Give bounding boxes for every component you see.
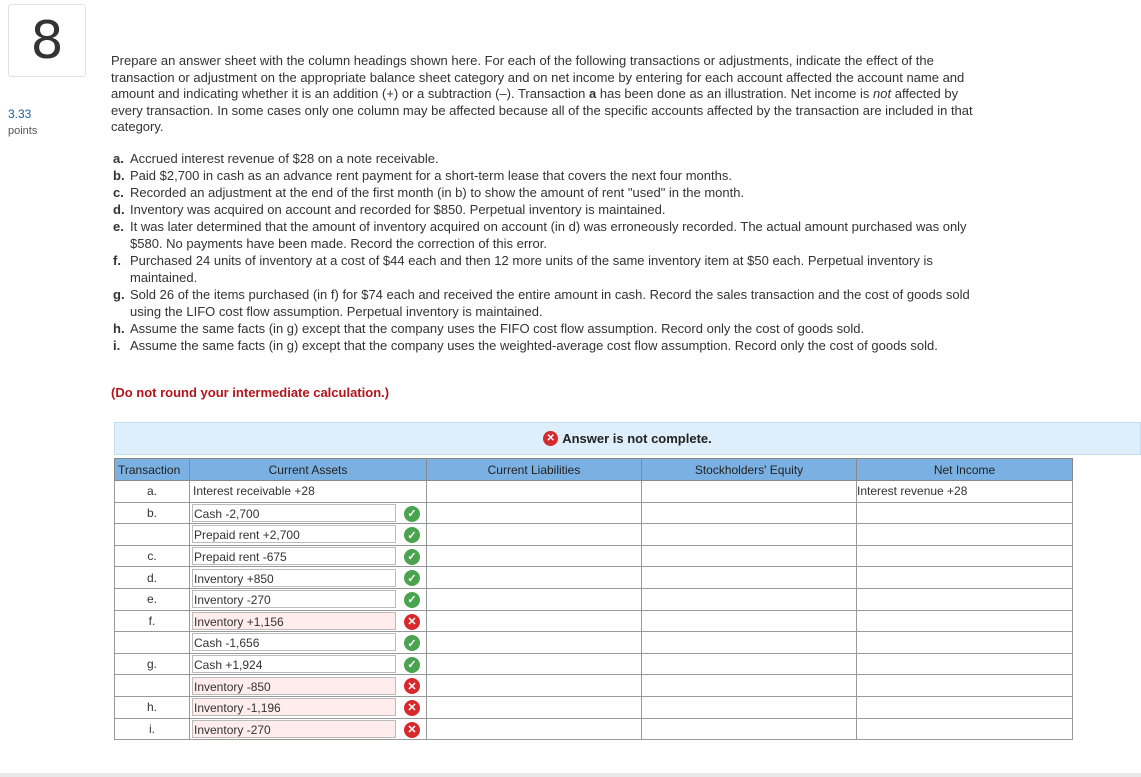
current-assets-cell (190, 545, 427, 567)
table-body (115, 481, 1073, 740)
check-icon: ✓ (404, 527, 420, 543)
table-header-row (115, 459, 1073, 481)
current-assets-input[interactable]: Inventory -1,196 (192, 698, 396, 716)
current-liabilities-cell[interactable] (427, 481, 642, 503)
current-liabilities-cell[interactable] (427, 696, 642, 718)
table-row (115, 588, 1073, 610)
current-assets-cell (190, 610, 427, 632)
instruction-note: (Do not round your intermediate calculation.) (111, 385, 390, 400)
current-liabilities-cell[interactable] (427, 610, 642, 632)
current-liabilities-cell[interactable] (427, 718, 642, 740)
item-text: Accrued interest revenue of $28 on a note receivable. (130, 151, 439, 166)
answer-table (114, 458, 1073, 740)
current-assets-input[interactable]: Prepaid rent -675 (192, 547, 396, 565)
prompt-emphasis: not (873, 86, 892, 101)
x-icon: ✕ (404, 722, 420, 738)
item-letter: h. (113, 321, 125, 336)
item-letter: e. (113, 219, 124, 234)
table-row (115, 632, 1073, 654)
current-assets-input[interactable]: Inventory -850 (192, 677, 396, 695)
stockholders-equity-cell[interactable] (642, 696, 857, 718)
transaction-item (113, 150, 998, 167)
net-income-cell[interactable] (857, 545, 1073, 567)
current-liabilities-cell[interactable] (427, 632, 642, 654)
table-row (115, 524, 1073, 546)
stockholders-equity-cell[interactable] (642, 718, 857, 740)
current-assets-cell (190, 502, 427, 524)
item-text: It was later determined that the amount of inventory acquired on account (in d) was erroneously recorded. The actual amount purchased was only $580. No payments have been made. Record the correction of this error. (130, 219, 967, 251)
net-income-cell[interactable] (857, 567, 1073, 589)
prompt-text-3: affected by every transaction. In some cases only one column may be affected because all of the specific accounts affected by the transaction are included in that category. (111, 86, 973, 134)
table-row (115, 696, 1073, 718)
transaction-item (113, 184, 998, 201)
item-letter: d. (113, 202, 125, 217)
header-net-income: Net Income (857, 459, 1073, 481)
current-assets-cell (190, 653, 427, 675)
transaction-cell: e. (115, 588, 190, 610)
transaction-item (113, 320, 998, 337)
table-row (115, 675, 1073, 697)
header-current-liabilities: Current Liabilities (427, 459, 642, 481)
item-text: Sold 26 of the items purchased (in f) for $74 each and received the entire amount in cash. Record the sales transaction and the cost of goods sold using the LIFO cost flow assumption. Perpetual inventory is maintained. (130, 287, 970, 319)
current-assets-value: Interest receivable +28 (193, 484, 315, 499)
current-assets-input[interactable]: Prepaid rent +2,700 (192, 525, 396, 543)
current-liabilities-cell[interactable] (427, 653, 642, 675)
net-income-cell[interactable] (857, 588, 1073, 610)
question-number: 8 (30, 10, 64, 71)
item-letter: b. (113, 168, 125, 183)
transaction-item (113, 252, 998, 286)
net-income-cell: Interest revenue +28 (857, 481, 1073, 503)
current-liabilities-cell[interactable] (427, 567, 642, 589)
current-assets-input[interactable]: Inventory +850 (192, 569, 396, 587)
item-letter: c. (113, 185, 124, 200)
points-label: points (8, 125, 38, 137)
current-assets-input[interactable]: Cash +1,924 (192, 655, 396, 673)
item-text: Assume the same facts (in g) except that the company uses the FIFO cost flow assumption. Record only the cost of goods sold. (130, 321, 865, 336)
transaction-item (113, 167, 998, 184)
item-letter: g. (113, 287, 125, 302)
header-current-assets: Current Assets (190, 459, 427, 481)
check-icon: ✓ (404, 635, 420, 651)
item-text: Inventory was acquired on account and recorded for $850. Perpetual inventory is maintained. (130, 202, 666, 217)
current-liabilities-cell[interactable] (427, 588, 642, 610)
header-stockholders-equity: Stockholders' Equity (642, 459, 857, 481)
stockholders-equity-cell[interactable] (642, 632, 857, 654)
stockholders-equity-cell[interactable] (642, 653, 857, 675)
answer-status-banner (114, 422, 1141, 455)
current-assets-input[interactable]: Inventory +1,156 (192, 612, 396, 630)
header-transaction: Transaction (115, 459, 190, 481)
current-liabilities-cell[interactable] (427, 675, 642, 697)
current-assets-cell (190, 481, 427, 503)
item-text: Recorded an adjustment at the end of the first month (in b) to show the amount of rent "used" in the month. (130, 185, 745, 200)
check-icon: ✓ (404, 592, 420, 608)
check-icon: ✓ (404, 570, 420, 586)
transaction-cell (115, 675, 190, 697)
transaction-cell (115, 632, 190, 654)
net-income-cell[interactable] (857, 610, 1073, 632)
transaction-cell: h. (115, 696, 190, 718)
transaction-cell: a. (115, 481, 190, 503)
prompt-bold: a (589, 86, 597, 101)
current-assets-input[interactable]: Inventory -270 (192, 720, 396, 738)
table-row (115, 610, 1073, 632)
table-row (115, 481, 1073, 503)
transaction-item (113, 286, 998, 320)
table-row (115, 502, 1073, 524)
stockholders-equity-cell[interactable] (642, 502, 857, 524)
net-income-cell[interactable] (857, 524, 1073, 546)
transaction-list (113, 150, 998, 354)
transaction-cell: g. (115, 653, 190, 675)
item-letter: i. (113, 338, 121, 353)
table-row (115, 567, 1073, 589)
item-letter: a. (113, 151, 124, 166)
table-row (115, 718, 1073, 740)
transaction-cell: i. (115, 718, 190, 740)
net-income-cell[interactable] (857, 653, 1073, 675)
current-assets-cell (190, 524, 427, 546)
current-assets-input[interactable]: Cash -2,700 (192, 504, 396, 522)
question-prompt (111, 53, 991, 136)
check-icon: ✓ (404, 549, 420, 565)
x-icon: ✕ (404, 700, 420, 716)
banner-text: Answer is not complete. (562, 431, 712, 446)
transaction-cell: d. (115, 567, 190, 589)
transaction-item (113, 218, 998, 252)
stockholders-equity-cell[interactable] (642, 588, 857, 610)
current-assets-cell (190, 588, 427, 610)
stockholders-equity-cell[interactable] (642, 524, 857, 546)
points-value: 3.33 (8, 107, 32, 121)
item-text: Assume the same facts (in g) except that the company uses the weighted-average cost flow assumption. Record only the cost of goods sold. (130, 338, 938, 353)
check-icon: ✓ (404, 657, 420, 673)
transaction-cell: b. (115, 502, 190, 524)
table-row (115, 545, 1073, 567)
current-assets-cell (190, 632, 427, 654)
transaction-cell (115, 524, 190, 546)
current-assets-cell (190, 696, 427, 718)
current-liabilities-cell[interactable] (427, 502, 642, 524)
stockholders-equity-cell[interactable] (642, 545, 857, 567)
current-liabilities-cell[interactable] (427, 545, 642, 567)
check-icon: ✓ (404, 506, 420, 522)
question-number-box (8, 4, 86, 77)
stockholders-equity-cell[interactable] (642, 481, 857, 503)
prompt-text-2: has been done as an illustration. Net income is (596, 86, 874, 101)
current-assets-cell (190, 567, 427, 589)
x-icon: ✕ (404, 678, 420, 694)
net-income-cell[interactable] (857, 675, 1073, 697)
transaction-cell: f. (115, 610, 190, 632)
x-icon: ✕ (543, 431, 558, 446)
transaction-item (113, 337, 998, 354)
item-letter: f. (113, 253, 121, 268)
bottom-divider (0, 773, 1141, 777)
item-text: Paid $2,700 in cash as an advance rent payment for a short-term lease that covers the next four months. (130, 168, 732, 183)
net-income-cell[interactable] (857, 632, 1073, 654)
stockholders-equity-cell[interactable] (642, 610, 857, 632)
prompt-text-1: Prepare an answer sheet with the column headings shown here. For each of the following transactions or adjustments, indicate the effect of the transaction or adjustment on the appropriate balance sheet category and on net income by entering for each account affected the account name and amount and indicating whether it is an addition (+) or a subtraction (–). Transaction (111, 53, 965, 101)
current-assets-input[interactable]: Inventory -270 (192, 590, 396, 608)
current-assets-cell (190, 718, 427, 740)
transaction-item (113, 201, 998, 218)
x-icon: ✕ (404, 614, 420, 630)
current-assets-cell (190, 675, 427, 697)
stockholders-equity-cell[interactable] (642, 675, 857, 697)
net-income-cell[interactable] (857, 718, 1073, 740)
transaction-cell: c. (115, 545, 190, 567)
net-income-cell[interactable] (857, 502, 1073, 524)
current-assets-input[interactable]: Cash -1,656 (192, 633, 396, 651)
net-income-cell[interactable] (857, 696, 1073, 718)
item-text: Purchased 24 units of inventory at a cost of $44 each and then 12 more units of the same inventory item at $50 each. Perpetual inventory is maintained. (130, 253, 933, 285)
current-liabilities-cell[interactable] (427, 524, 642, 546)
table-row (115, 653, 1073, 675)
stockholders-equity-cell[interactable] (642, 567, 857, 589)
